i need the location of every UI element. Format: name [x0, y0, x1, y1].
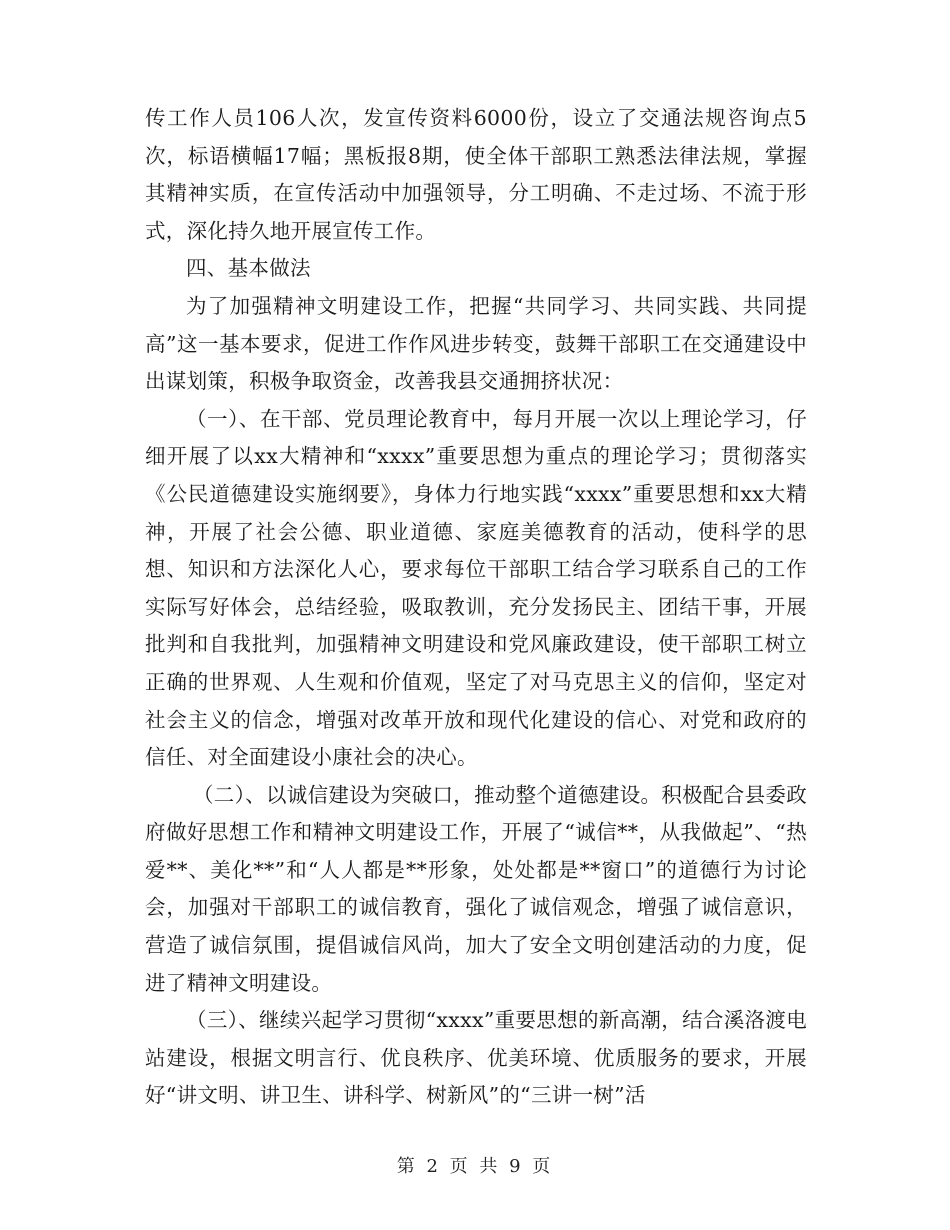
paragraph-item-three: （三）、继续兴起学习贯彻“xxxx”重要思想的新高潮，结合溪洛渡电站建设，根据文明言行、优良秩序、优美环境、优质服务的要求，开展好“讲文明、讲卫生、讲科学、树新风”的“三讲一树”活	[145, 1008, 807, 1108]
paragraph-item-one: （一）、在干部、党员理论教育中，每月开展一次以上理论学习，仔细开展了以xx大精神和“xxxx”重要思想为重点的理论学习；贯彻落实《公民道德建设实施纲要》，身体力行地实践“xxxx”重要思想和xx大精神，开展了社会公德、职业道德、家庭美德教育的活动，使科学的思想、知识和方法深化人心，要求每位干部职工结合学习联系自己的工作实际写好体会，总结经验，吸取教训，充分发扬民主、团结干事，开展批判和自我批判，加强精神文明建设和党风廉政建设，使干部职工树立正确的世界观、人生观和价值观，坚定了对马克思主义的信仰，坚定对社会主义的信念，增强对改革开放和现代化建设的信心、对党和政府的信任、对全面建设小康社会的决心。	[145, 406, 807, 770]
section-heading-basic-practices: 四、基本做法	[186, 256, 311, 281]
page-number-footer: 第 2 页 共 9 页	[396, 1156, 554, 1177]
document-body	[145, 100, 807, 1115]
paragraph-item-two: （二）、以诚信建设为突破口，推动整个道德建设。积极配合县委政府做好思想工作和精神文明建设工作，开展了“诚信**，从我做起”、“热爱**、美化**”和“人人都是**形象，处处都是**窗口”的道德行为讨论会，加强对干部职工的诚信教育，强化了诚信观念，增强了诚信意识，营造了诚信氛围，提倡诚信风尚，加大了安全文明创建活动的力度，促进了精神文明建设。	[145, 782, 807, 995]
paragraph-propaganda-summary: 传工作人员106人次，发宣传资料6000份，设立了交通法规咨询点5次，标语横幅17幅；黑板报8期，使全体干部职工熟悉法律法规，掌握其精神实质，在宣传活动中加强领导，分工明确、不走过场、不流于形式，深化持久地开展宣传工作。	[145, 106, 807, 243]
paragraph-intro-practices: 为了加强精神文明建设工作，把握“共同学习、共同实践、共同提高”这一基本要求，促进工作作风进步转变，鼓舞干部职工在交通建设中出谋划策，积极争取资金，改善我县交通拥挤状况：	[145, 293, 807, 394]
